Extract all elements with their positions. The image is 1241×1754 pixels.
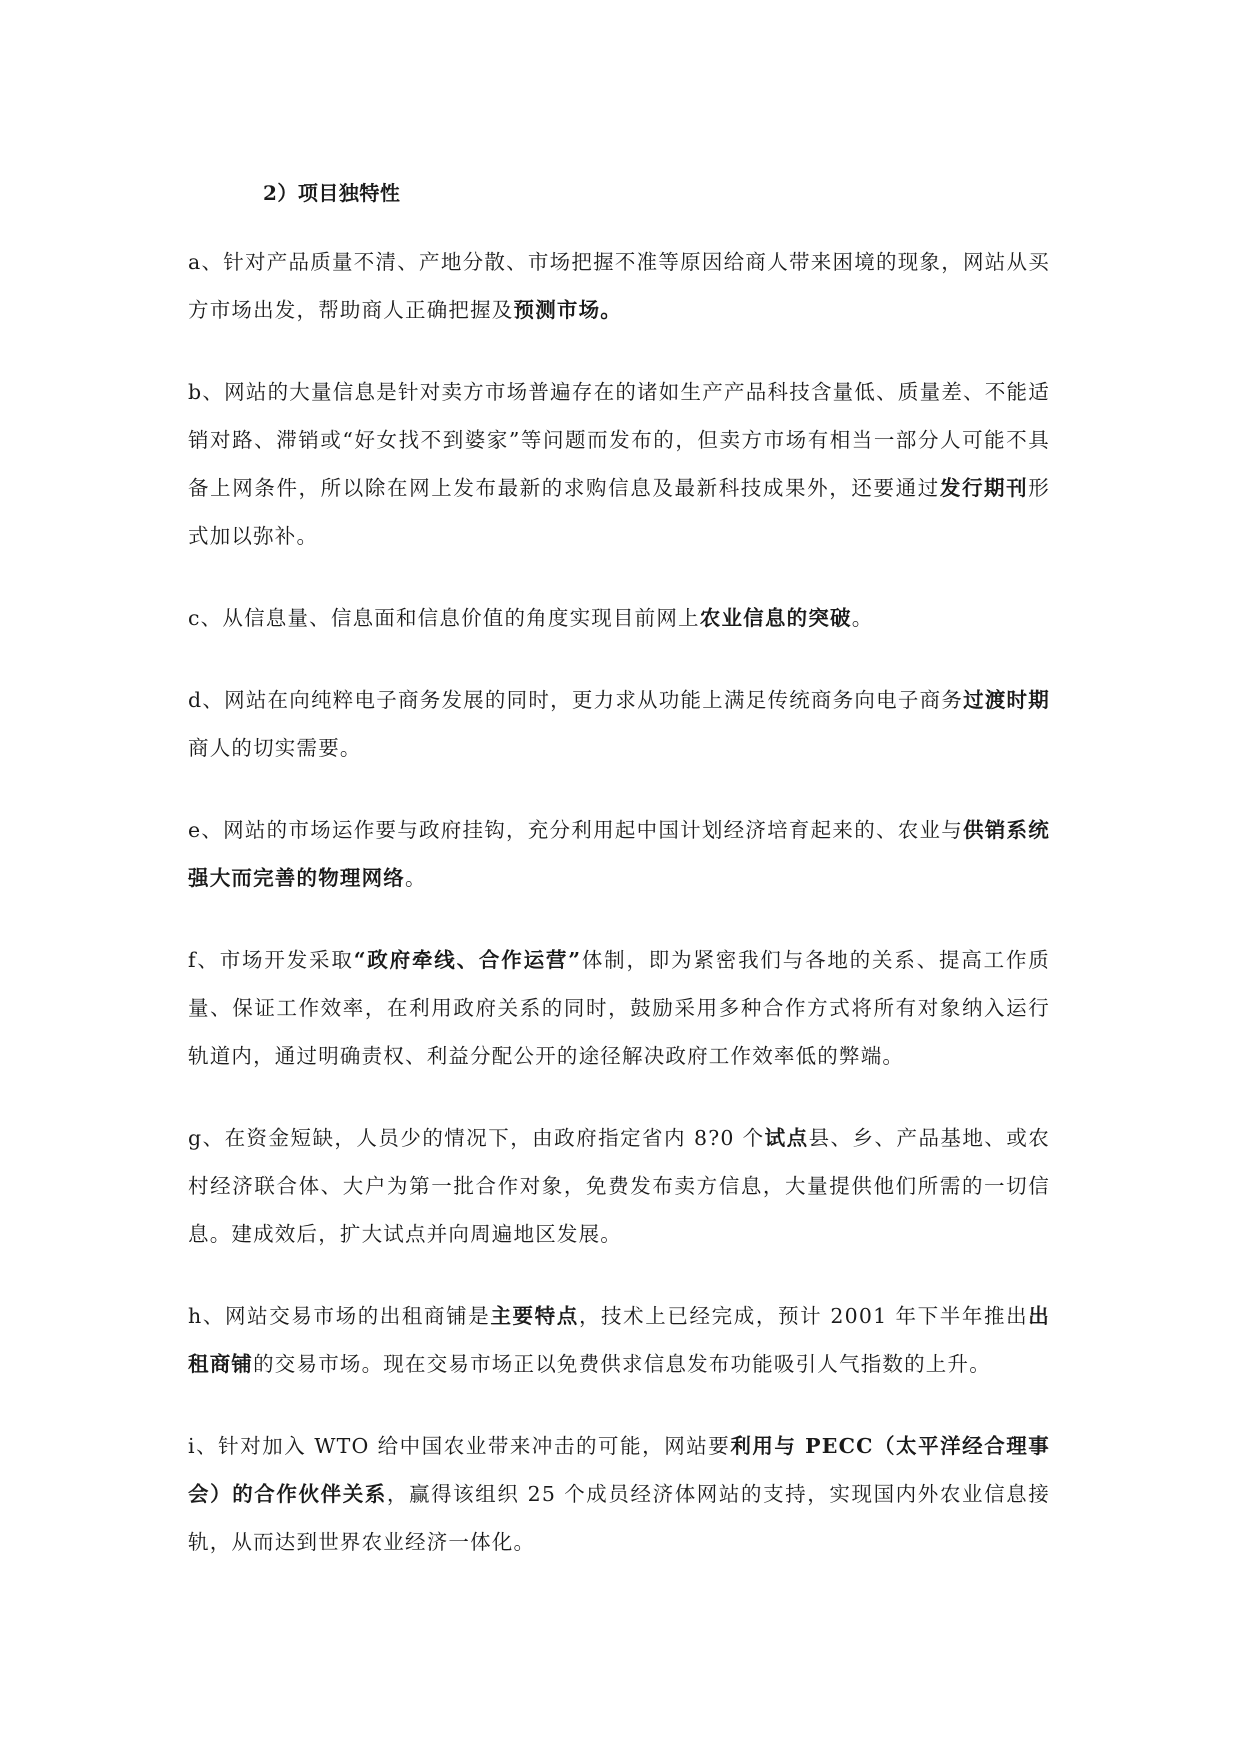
emphasis-text: 主要特点 [490, 1304, 579, 1328]
emphasis-text: 过渡时期 [963, 688, 1050, 712]
paragraph-d [188, 676, 1050, 772]
document-body [188, 238, 1050, 1600]
paragraph-text: 的交易市场。现在交易市场正以免费供求信息发布功能吸引人气指数的上升。 [253, 1352, 991, 1376]
paragraph-i [188, 1422, 1050, 1566]
paragraph-text: c、从信息量、信息面和信息价值的角度实现目前网上 [188, 606, 700, 630]
emphasis-text: 出租商铺 [188, 1304, 1050, 1376]
paragraph-a [188, 238, 1050, 334]
paragraph-b [188, 368, 1050, 560]
paragraph-text: b、网站的大量信息是针对卖方市场普遍存在的诸如生产产品科技含量低、质量差、不能适销对路、滞销或“好女找不到婆家”等问题而发布的，但卖方市场有相当一部分人可能不具备上网条件，所以除在网上发布最新的求购信息及最新科技成果外，还要通过 [188, 380, 1050, 500]
section-heading: 2）项目独特性 [263, 181, 401, 205]
paragraph-e [188, 806, 1050, 902]
paragraph-f [188, 936, 1050, 1080]
paragraph-text: ，赢得该组织 25 个成员经济体网站的支持，实现国内外农业信息接轨，从而达到世界农业经济一体化。 [188, 1482, 1050, 1554]
paragraph-h [188, 1292, 1050, 1388]
paragraph-g [188, 1114, 1050, 1258]
paragraph-text: 体制，即为紧密我们与各地的关系、提高工作质量、保证工作效率，在利用政府关系的同时，鼓励采用多种合作方式将所有对象纳入运行轨道内，通过明确责权、利益分配公开的途径解决政府工作效率低的弊端。 [188, 948, 1051, 1068]
emphasis-text: 试点 [764, 1126, 809, 1150]
paragraph-text: 。 [405, 866, 427, 890]
paragraph-text: f、市场开发采取 [188, 948, 354, 972]
paragraph-c [188, 594, 1050, 642]
emphasis-text: 农业信息的突破 [699, 606, 852, 630]
emphasis-text: “政府牵线、合作运营” [353, 948, 582, 972]
paragraph-text: d、网站在向纯粹电子商务发展的同时，更力求从功能上满足传统商务向电子商务 [188, 688, 964, 712]
paragraph-text: h、网站交易市场的出租商铺是 [188, 1304, 491, 1328]
paragraph-text: 形式加以弥补。 [188, 476, 1050, 548]
emphasis-text: 发行期刊 [939, 476, 1029, 500]
emphasis-text: 预测市场。 [513, 298, 622, 322]
paragraph-text: a、针对产品质量不清、产地分散、市场把握不准等原因给商人带来困境的现象，网站从买方市场出发，帮助商人正确把握及 [188, 250, 1050, 322]
paragraph-text: 商人的切实需要。 [188, 736, 362, 760]
paragraph-text: 县、乡、产品基地、或农村经济联合体、大户为第一批合作对象，免费发布卖方信息，大量提供他们所需的一切信息。建成效后，扩大试点并向周遍地区发展。 [188, 1126, 1051, 1246]
paragraph-text: i、针对加入 WTO 给中国农业带来冲击的可能，网站要 [188, 1434, 731, 1458]
paragraph-text: g、在资金短缺，人员少的情况下，由政府指定省内 8?0 个 [188, 1126, 765, 1150]
paragraph-text: 。 [851, 606, 874, 630]
emphasis-text: 利用与 PECC（太平洋经合理事会）的合作伙伴关系 [188, 1434, 1050, 1506]
paragraph-text: ，技术上已经完成，预计 2001 年下半年推出 [578, 1304, 1029, 1328]
emphasis-text: 供销系统强大而完善的物理网络 [188, 818, 1050, 890]
paragraph-text: e、网站的市场运作要与政府挂钩，充分利用起中国计划经济培育起来的、农业与 [188, 818, 963, 842]
